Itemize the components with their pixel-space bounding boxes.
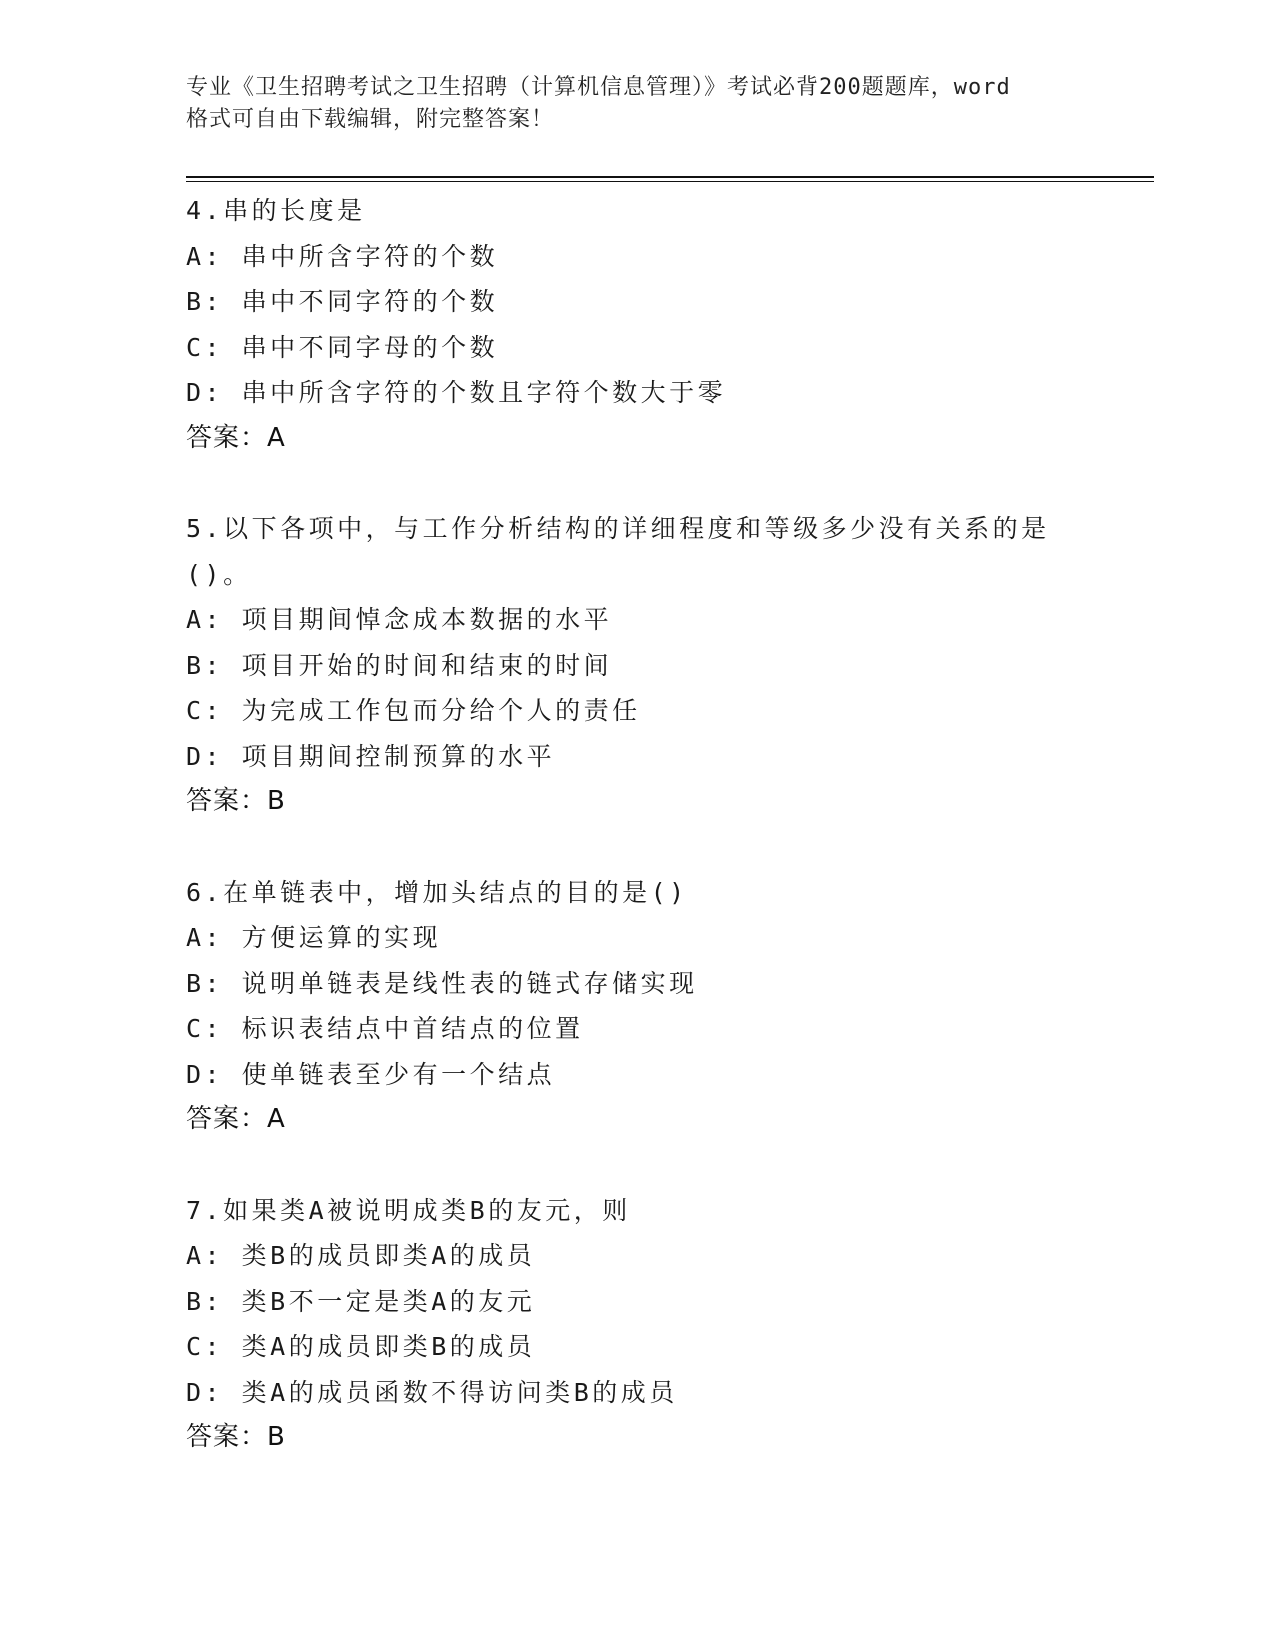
option-c: C: 类A的成员即类B的成员 bbox=[186, 1332, 536, 1361]
header-line-1: 专业《卫生招聘考试之卫生招聘（计算机信息管理）》考试必背200题题库，word bbox=[186, 75, 1011, 100]
option-c: C: 串中不同字母的个数 bbox=[186, 332, 499, 362]
question-6 bbox=[186, 870, 1086, 1143]
spacer bbox=[186, 461, 1086, 506]
option-d: D: 使单链表至少有一个结点 bbox=[186, 1059, 556, 1089]
option-c: C: 为完成工作包而分给个人的责任 bbox=[186, 696, 641, 725]
document-header bbox=[186, 72, 1086, 136]
header-line-2: 格式可自由下载编辑，附完整答案！ bbox=[186, 107, 555, 132]
question-stem: 6.在单链表中，增加头结点的目的是() bbox=[186, 877, 688, 907]
answer-label: 答案：B bbox=[186, 786, 286, 816]
question-5 bbox=[186, 506, 1086, 825]
option-d: D: 串中所含字符的个数且字符个数大于零 bbox=[186, 378, 727, 407]
question-stem: 7.如果类A被说明成类B的友元，则 bbox=[186, 1195, 631, 1225]
header-divider bbox=[186, 176, 1154, 182]
question-stem: 4.串的长度是 bbox=[186, 196, 366, 225]
question-4 bbox=[186, 188, 1086, 461]
question-stem: 5.以下各项中，与工作分析结构的详细程度和等级多少没有关系的是 bbox=[186, 514, 1050, 543]
option-d: D: 类A的成员函数不得访问类B的成员 bbox=[186, 1377, 678, 1407]
option-a: A: 方便运算的实现 bbox=[186, 923, 442, 952]
answer-label: 答案：B bbox=[186, 1422, 286, 1452]
option-a: A: 串中所含字符的个数 bbox=[186, 241, 499, 271]
question-stem-continued: ()。 bbox=[186, 559, 252, 589]
option-a: A: 类B的成员即类A的成员 bbox=[186, 1241, 536, 1270]
option-a: A: 项目期间悼念成本数据的水平 bbox=[186, 605, 613, 634]
option-b: B: 串中不同字符的个数 bbox=[186, 287, 499, 316]
option-d: D: 项目期间控制预算的水平 bbox=[186, 741, 556, 771]
spacer bbox=[186, 1143, 1086, 1188]
option-b: B: 类B不一定是类A的友元 bbox=[186, 1286, 536, 1316]
spacer bbox=[186, 825, 1086, 870]
answer-label: 答案：A bbox=[186, 1104, 286, 1134]
answer-label: 答案：A bbox=[186, 422, 286, 453]
option-b: B: 说明单链表是线性表的链式存储实现 bbox=[186, 968, 698, 998]
question-7 bbox=[186, 1188, 1086, 1461]
question-list bbox=[186, 188, 1086, 1461]
option-b: B: 项目开始的时间和结束的时间 bbox=[186, 650, 613, 680]
option-c: C: 标识表结点中首结点的位置 bbox=[186, 1014, 584, 1043]
